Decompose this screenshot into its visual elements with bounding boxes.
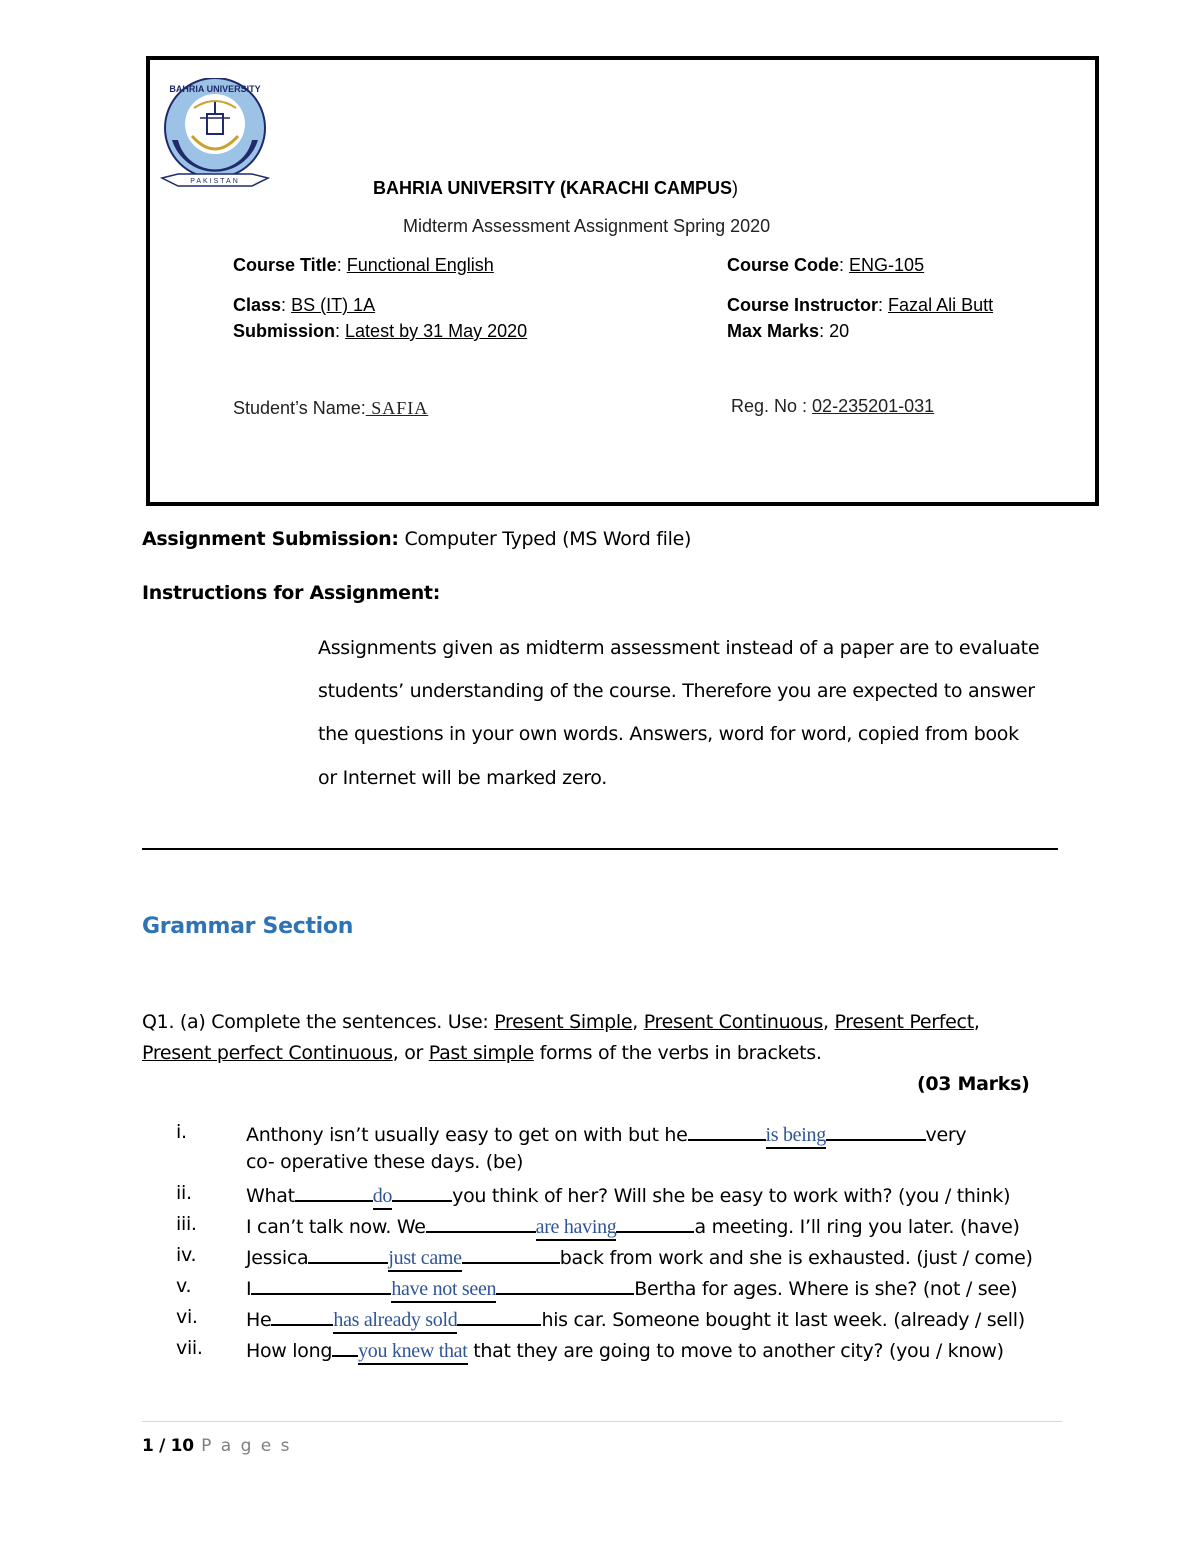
instructions-line: students’ understanding of the course. Therefore you are expected to answer — [318, 680, 1035, 702]
student-name-row — [233, 398, 428, 419]
answer-blank — [332, 1337, 358, 1357]
answer-blank — [392, 1182, 452, 1202]
answer-blank — [616, 1213, 694, 1233]
answer-text[interactable]: are having — [536, 1216, 617, 1241]
tense-present-perfect-continuous: Present perfect Continuous — [142, 1042, 393, 1064]
item-text-after: that they are going to move to another city? (you / know) — [467, 1340, 1004, 1362]
submission-value: Latest by 31 May 2020 — [345, 321, 528, 341]
question-item — [246, 1213, 1020, 1241]
logo-top-text: BAHRIA UNIVERSITY — [169, 84, 261, 94]
max-marks-value: 20 — [829, 321, 850, 341]
colon: : — [336, 255, 347, 275]
answer-text[interactable]: you knew that — [358, 1340, 467, 1365]
course-title-label: Course Title — [233, 255, 337, 275]
q1-instructions-line1 — [142, 1011, 980, 1033]
item-text-before: How long — [246, 1340, 333, 1362]
answer-blank — [688, 1121, 766, 1141]
item-number: vi. — [176, 1306, 198, 1328]
item-text-before: Jessica — [246, 1247, 309, 1269]
class-row — [233, 295, 375, 316]
q1-prefix: Q1. (a) Complete the sentences. Use: — [142, 1011, 495, 1033]
answer-blank — [826, 1121, 926, 1141]
section-divider — [142, 848, 1058, 850]
class-label: Class — [233, 295, 282, 315]
instructions-line: Assignments given as midterm assessment instead of a paper are to evaluate — [318, 637, 1040, 659]
instructor-row — [727, 295, 993, 316]
assignment-submission-value: Computer Typed (MS Word file) — [398, 528, 692, 550]
tense-present-perfect: Present Perfect — [834, 1011, 974, 1033]
answer-blank — [462, 1244, 560, 1264]
colon: : — [819, 321, 830, 341]
item-text-before: Anthony isn’t usually easy to get on with but he — [246, 1124, 688, 1146]
item-text-after: very — [925, 1124, 967, 1146]
item-text-after: Bertha for ages. Where is she? (not / see) — [634, 1278, 1018, 1300]
student-name-label: Student’s Name: — [233, 398, 366, 418]
submission-row — [233, 321, 527, 342]
pages-label: P a g e s — [193, 1436, 292, 1456]
answer-blank — [251, 1275, 391, 1295]
item-number: vii. — [176, 1337, 203, 1359]
colon: : — [878, 295, 889, 315]
reg-no-label: Reg. No : — [731, 396, 813, 416]
max-marks-label: Max Marks — [727, 321, 820, 341]
answer-text[interactable]: have not seen — [391, 1278, 496, 1303]
answer-blank — [271, 1306, 333, 1326]
answer-text[interactable]: is being — [766, 1124, 826, 1149]
instructions-line: or Internet will be marked zero. — [318, 767, 608, 789]
item-number: iii. — [176, 1213, 197, 1235]
item-number: ii. — [176, 1182, 192, 1204]
logo-bottom-text: PAKISTAN — [190, 178, 240, 185]
section-heading: Grammar Section — [142, 914, 354, 939]
instructor-value: Fazal Ali Butt — [888, 295, 994, 315]
header-box — [146, 56, 1099, 506]
answer-blank — [457, 1306, 541, 1326]
separator: , — [973, 1011, 980, 1033]
question-item — [246, 1121, 966, 1149]
assessment-title: Midterm Assessment Assignment Spring 2020 — [403, 216, 771, 236]
submission-label: Submission — [233, 321, 336, 341]
answer-text[interactable]: just came — [388, 1247, 461, 1272]
page-footer — [142, 1436, 292, 1456]
colon: : — [281, 295, 292, 315]
tense-present-simple: Present Simple — [494, 1011, 633, 1033]
q1-suffix: forms of the verbs in brackets. — [533, 1042, 822, 1064]
student-name-value: SAFIA — [365, 398, 429, 418]
item-text-after: you think of her? Will she be easy to work with? (you / think) — [452, 1185, 1011, 1207]
question-item — [246, 1182, 1010, 1210]
course-code-row — [727, 255, 924, 276]
answer-blank — [496, 1275, 634, 1295]
course-title-value: Functional English — [346, 255, 494, 275]
answer-text[interactable]: has already sold — [333, 1309, 457, 1334]
reg-no-row — [731, 396, 934, 417]
separator: , — [822, 1011, 835, 1033]
item-number: v. — [176, 1275, 192, 1297]
q1-marks: (03 Marks) — [917, 1073, 1030, 1095]
course-title-row — [233, 255, 494, 276]
class-value: BS (IT) 1A — [291, 295, 376, 315]
footer-divider — [142, 1421, 1062, 1422]
question-item — [246, 1244, 1033, 1272]
answer-blank — [308, 1244, 388, 1264]
assignment-submission — [142, 528, 691, 550]
separator: , — [632, 1011, 644, 1033]
max-marks-row — [727, 321, 849, 342]
item-text-before: What — [246, 1185, 295, 1207]
answer-blank — [295, 1182, 373, 1202]
tense-past-simple: Past simple — [428, 1042, 534, 1064]
item-number: i. — [176, 1121, 187, 1143]
colon: : — [839, 255, 850, 275]
item-continuation: co- operative these days. (be) — [246, 1151, 524, 1173]
item-text-after: back from work and she is exhausted. (just / come) — [559, 1247, 1033, 1269]
university-name-text: BAHRIA UNIVERSITY (KARACHI CAMPUS — [373, 178, 733, 198]
item-text-after: a meeting. I’ll ring you later. (have) — [694, 1216, 1020, 1238]
assignment-submission-label: Assignment Submission: — [142, 528, 399, 550]
answer-blank — [426, 1213, 536, 1233]
q1-instructions-line2 — [142, 1042, 822, 1064]
instructions-line: the questions in your own words. Answers, word for word, copied from book — [318, 723, 1019, 745]
tense-present-continuous: Present Continuous — [643, 1011, 823, 1033]
item-number: iv. — [176, 1244, 197, 1266]
item-text-after: his car. Someone bought it last week. (already / sell) — [541, 1309, 1025, 1331]
course-code-value: ENG-105 — [849, 255, 925, 275]
instructions-label: Instructions for Assignment: — [142, 582, 441, 604]
item-text-before: I can’t talk now. We — [246, 1216, 426, 1238]
university-logo — [160, 78, 270, 196]
question-item — [246, 1337, 1004, 1365]
instructor-label: Course Instructor — [727, 295, 879, 315]
item-text-before: I — [246, 1278, 252, 1300]
course-code-label: Course Code — [727, 255, 840, 275]
item-text-before: He — [246, 1309, 272, 1331]
question-item — [246, 1306, 1025, 1334]
university-name — [373, 178, 738, 199]
reg-no-value: 02-235201-031 — [812, 396, 935, 416]
colon: : — [335, 321, 346, 341]
separator: , or — [392, 1042, 429, 1064]
university-name-close: ) — [732, 178, 739, 198]
answer-text[interactable]: do — [373, 1185, 392, 1210]
page-number: 1 / 10 — [142, 1436, 194, 1456]
question-item — [246, 1275, 1017, 1303]
